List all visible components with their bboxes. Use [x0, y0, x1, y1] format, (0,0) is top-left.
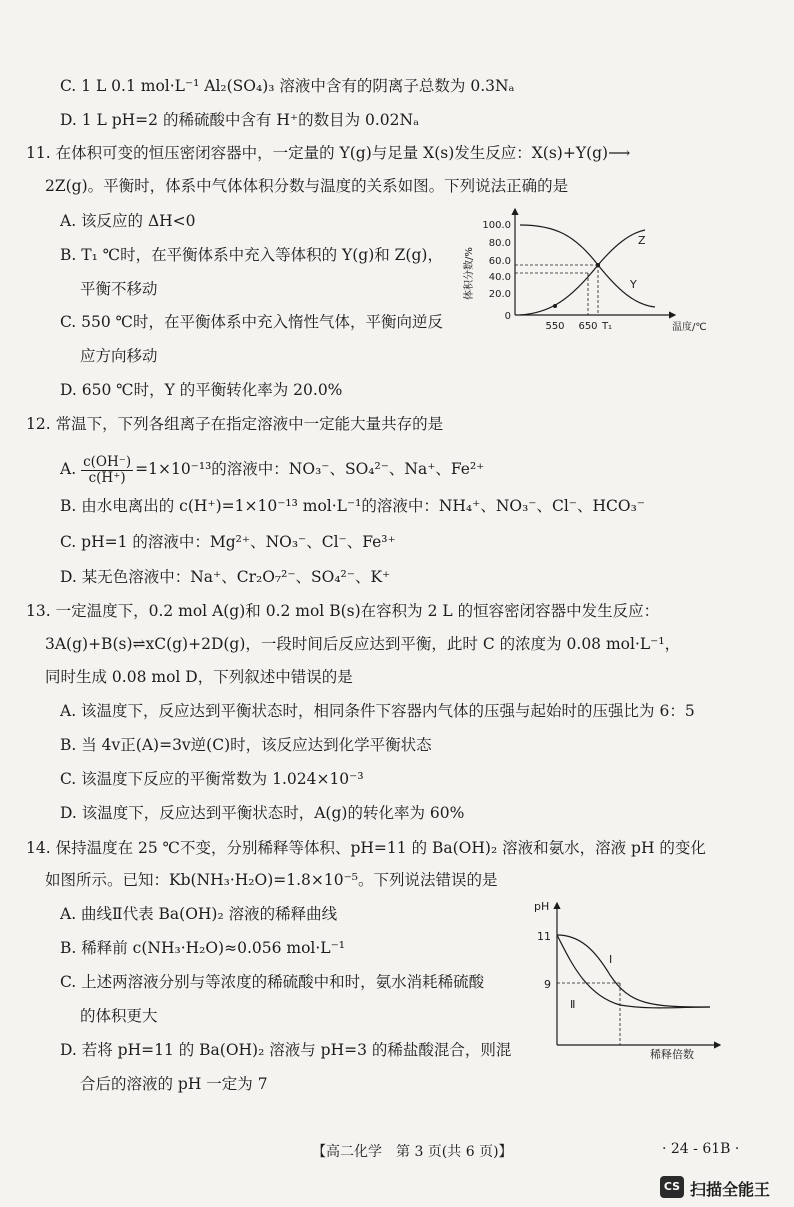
q11-curve-z	[520, 230, 645, 315]
q11-ytick: 80.0	[488, 238, 511, 249]
q12-a-rest: =1×10⁻¹³的溶液中：NO₃⁻、SO₄²⁻、Na⁺、Fe²⁺	[135, 460, 485, 478]
q13-option-d: D. 该温度下，反应达到平衡状态时，A(g)的转化率为 60%	[60, 804, 465, 822]
q12-option-c: C. pH=1 的溶液中：Mg²⁺、NO₃⁻、Cl⁻、Fe³⁺	[60, 533, 396, 551]
q14-option-c-line2: 的体积更大	[80, 1007, 158, 1025]
camscanner-brand: 扫描全能王	[690, 1180, 771, 1199]
q11-ytick: 100.0	[482, 220, 511, 231]
q12-a-fraction	[81, 455, 133, 486]
q11-chart	[460, 205, 730, 335]
q11-label-z: Z	[638, 234, 646, 247]
q11-option-d: D. 650 ℃时，Y 的平衡转化率为 20.0%	[60, 381, 343, 399]
q14-chart	[530, 895, 730, 1065]
q11-ylabel: 体积分数/%	[464, 247, 475, 300]
q14-xlabel: 稀释倍数	[650, 1048, 694, 1061]
q14-label-1: Ⅰ	[609, 953, 613, 966]
q14-ytick: 9	[544, 978, 551, 991]
q11-stem-line1: 11. 在体积可变的恒压密闭容器中，一定量的 Y(g)与足量 X(s)发生反应：X(s)+Y(g)⟶	[26, 144, 631, 162]
q11-xtick: T₁	[601, 321, 613, 332]
q13-option-a: A. 该温度下，反应达到平衡状态时，相同条件下容器内气体的压强与起始时的压强比为 6：5	[60, 702, 695, 720]
q10-option-d: D. 1 L pH=2 的稀硫酸中含有 H⁺的数目为 0.02Nₐ	[60, 111, 420, 129]
q12-a-prefix: A.	[60, 460, 77, 478]
q14-option-d-line1: D. 若将 pH=11 的 Ba(OH)₂ 溶液与 pH=3 的稀盐酸混合，则混	[60, 1041, 512, 1059]
q13-option-c: C. 该温度下反应的平衡常数为 1.024×10⁻³	[60, 770, 364, 788]
q12-option-d: D. 某无色溶液中：Na⁺、Cr₂O₇²⁻、SO₄²⁻、K⁺	[60, 568, 391, 586]
q11-stem-line2: 2Z(g)。平衡时，体系中气体体积分数与温度的关系如图。下列说法正确的是	[45, 177, 569, 195]
q12-a-den: c(H⁺)	[88, 469, 126, 486]
q14-option-d-line2: 合后的溶液的 pH 一定为 7	[80, 1075, 268, 1093]
q14-curve-2	[557, 935, 710, 1008]
q14-option-a: A. 曲线Ⅱ代表 Ba(OH)₂ 溶液的稀释曲线	[60, 905, 338, 923]
q11-option-a: A. 该反应的 ΔH<0	[60, 212, 196, 230]
q11-curve-y	[520, 225, 655, 307]
q14-stem-line1: 14. 保持温度在 25 ℃不变，分别稀释等体积、pH=11 的 Ba(OH)₂ 溶液和氨水，溶液 pH 的变化	[26, 839, 706, 857]
q11-option-c-line2: 应方向移动	[80, 347, 158, 365]
q11-ytick: 20.0	[488, 289, 511, 300]
q13-stem-line2: 3A(g)+B(s)⇌xC(g)+2D(g)，一段时间后反应达到平衡，此时 C 的浓度为 0.08 mol·L⁻¹，	[45, 635, 681, 653]
q11-option-c-line1: C. 550 ℃时，在平衡体系中充入惰性气体，平衡向逆反	[60, 313, 444, 331]
q14-stem-line2: 如图所示。已知：Kb(NH₃·H₂O)=1.8×10⁻⁵。下列说法错误的是	[45, 871, 498, 889]
page-footer: 【高二化学 第 3 页(共 6 页)】	[312, 1144, 513, 1160]
q13-stem-line1: 13. 一定温度下，0.2 mol A(g)和 0.2 mol B(s)在容积为 2 L 的恒容密闭容器中发生反应：	[26, 602, 660, 620]
q12-a-num: c(OH⁻)	[83, 453, 132, 470]
q12-option-a	[60, 452, 484, 486]
camscanner-logo: CS	[660, 1176, 684, 1198]
q10-option-c: C. 1 L 0.1 mol·L⁻¹ Al₂(SO₄)₃ 溶液中含有的阴离子总数为 0.3Nₐ	[60, 77, 515, 95]
q11-ytick: 40.0	[488, 272, 511, 283]
q12-option-b: B. 由水电离出的 c(H⁺)=1×10⁻¹³ mol·L⁻¹的溶液中：NH₄⁺、NO₃⁻、Cl⁻、HCO₃⁻	[60, 497, 645, 515]
q14-option-b: B. 稀释前 c(NH₃·H₂O)≈0.056 mol·L⁻¹	[60, 939, 345, 957]
q14-ytick: 11	[537, 930, 551, 943]
q11-ytick: 60.0	[488, 256, 511, 267]
q11-ytick: 0	[504, 311, 511, 322]
q11-option-b-line1: B. T₁ ℃时，在平衡体系中充入等体积的 Y(g)和 Z(g)，	[60, 246, 443, 264]
q11-point	[553, 304, 557, 308]
q12-stem: 12. 常温下，下列各组离子在指定溶液中一定能大量共存的是	[26, 415, 444, 433]
q11-option-b-line2: 平衡不移动	[80, 280, 158, 298]
q14-label-2: Ⅱ	[570, 998, 576, 1011]
q11-label-y: Y	[630, 278, 637, 291]
q14-ylabel: pH	[534, 900, 550, 913]
q14-option-c-line1: C. 上述两溶液分别与等浓度的稀硫酸中和时，氨水消耗稀硫酸	[60, 973, 485, 991]
q11-xtick: 550	[545, 321, 565, 332]
q11-point	[596, 263, 600, 267]
page-code: · 24 - 61B ·	[662, 1141, 740, 1157]
q14-curve-1	[557, 935, 710, 1007]
q11-xtick: 650	[578, 321, 598, 332]
q13-option-b: B. 当 4v正(A)=3v逆(C)时，该反应达到化学平衡状态	[60, 736, 432, 754]
q11-xlabel: 温度/℃	[672, 322, 707, 333]
q13-stem-line3: 同时生成 0.08 mol D，下列叙述中错误的是	[45, 668, 353, 686]
